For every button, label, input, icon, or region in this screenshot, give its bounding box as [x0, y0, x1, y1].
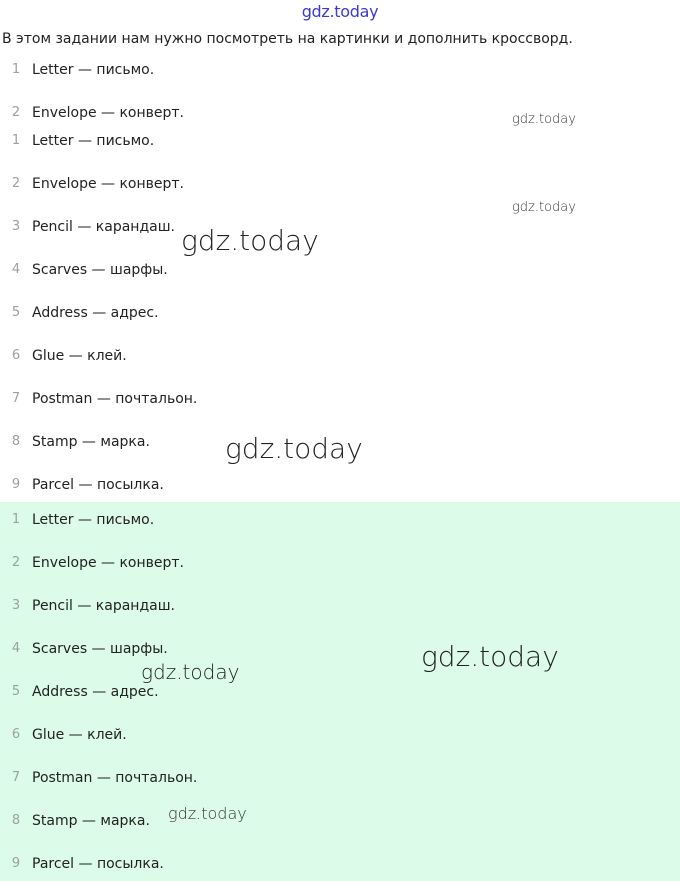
watermark: gdz.today — [512, 112, 576, 127]
item-number: 7 — [11, 391, 21, 406]
item-number: 2 — [11, 105, 21, 120]
item-text: Envelope — конверт. — [32, 555, 185, 571]
item-text: Envelope — конверт. — [32, 105, 185, 121]
item-number: 7 — [11, 770, 21, 785]
item-number: 9 — [11, 856, 21, 871]
site-logo[interactable]: gdz.today — [301, 2, 379, 21]
item-number: 4 — [11, 641, 21, 656]
item-number: 5 — [11, 305, 21, 320]
item-number: 1 — [11, 62, 21, 77]
item-number: 2 — [11, 555, 21, 570]
watermark: gdz.today — [168, 804, 247, 823]
item-text: Scarves — шарфы. — [32, 641, 168, 657]
item-text: Letter — письмо. — [32, 133, 155, 149]
item-text: Stamp — марка. — [32, 434, 150, 450]
watermark: gdz.today — [512, 200, 576, 215]
item-number: 5 — [11, 684, 21, 699]
item-text: Letter — письмо. — [32, 62, 155, 78]
item-number: 8 — [11, 434, 21, 449]
item-text: Address — адрес. — [32, 305, 159, 321]
item-text: Address — адрес. — [32, 684, 159, 700]
item-number: 1 — [11, 133, 21, 148]
item-text: Scarves — шарфы. — [32, 262, 168, 278]
item-number: 1 — [11, 512, 21, 527]
watermark: gdz.today — [421, 640, 559, 673]
item-text: Pencil — карандаш. — [32, 598, 175, 614]
item-text: Stamp — марка. — [32, 813, 150, 829]
item-text: Postman — почтальон. — [32, 391, 198, 407]
item-number: 3 — [11, 598, 21, 613]
watermark: gdz.today — [141, 660, 240, 684]
item-number: 3 — [11, 219, 21, 234]
item-text: Pencil — карандаш. — [32, 219, 175, 235]
item-text: Postman — почтальон. — [32, 770, 198, 786]
item-number: 2 — [11, 176, 21, 191]
item-number: 9 — [11, 477, 21, 492]
item-text: Envelope — конверт. — [32, 176, 185, 192]
item-text: Letter — письмо. — [32, 512, 155, 528]
task-intro: В этом задании нам нужно посмотреть на картинки и дополнить кроссворд. — [2, 31, 573, 47]
watermark: gdz.today — [181, 224, 319, 257]
item-number: 6 — [11, 348, 21, 363]
item-number: 4 — [11, 262, 21, 277]
item-text: Glue — клей. — [32, 727, 127, 743]
item-number: 6 — [11, 727, 21, 742]
item-text: Glue — клей. — [32, 348, 127, 364]
item-text: Parcel — посылка. — [32, 477, 164, 493]
watermark: gdz.today — [225, 432, 363, 465]
item-text: Parcel — посылка. — [32, 856, 164, 872]
item-number: 8 — [11, 813, 21, 828]
